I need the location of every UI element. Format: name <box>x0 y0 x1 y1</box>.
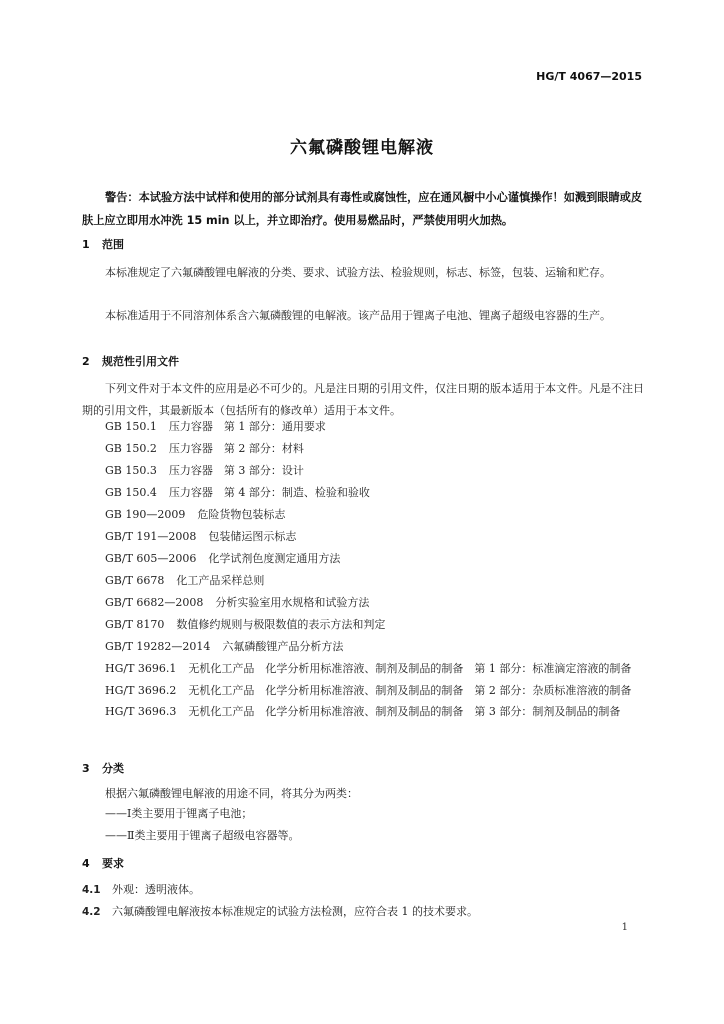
reference-code: GB 190—2009 <box>105 508 186 521</box>
clause-number: 4.2 <box>82 906 101 918</box>
reference-code: GB 150.1 <box>105 420 157 433</box>
reference-code: GB/T 6678 <box>105 574 165 587</box>
section-number: 1 <box>82 238 90 251</box>
reference-code: HG/T 3696.2 <box>105 683 177 697</box>
classification-item: ——Ⅱ类主要用于锂离子超级电容器等。 <box>105 829 300 842</box>
reference-code: GB 150.2 <box>105 442 157 455</box>
reference-code: GB/T 8170 <box>105 618 165 631</box>
section-2-heading <box>82 353 179 369</box>
reference-title: 六氟磷酸锂产品分析方法 <box>222 640 344 653</box>
section-3-heading <box>82 760 124 776</box>
reference-title: 包装储运图示标志 <box>208 530 297 543</box>
standard-code: HG/T 4067—2015 <box>536 70 642 83</box>
clause-text: 外观：透明液体。 <box>112 883 200 896</box>
clause-4-1 <box>82 881 644 897</box>
reference-item <box>82 636 644 658</box>
clause-text: 六氟磷酸锂电解液按本标准规定的试验方法检测，应符合表 1 的技术要求。 <box>112 905 478 918</box>
reference-title: 无机化工产品 化学分析用标准溶液、制剂及制品的制备 第 1 部分：标准滴定溶液的制备 <box>188 662 632 675</box>
section-number: 3 <box>82 762 90 775</box>
reference-title: 分析实验室用水规格和试验方法 <box>215 596 370 609</box>
reference-code: GB/T 6682—2008 <box>105 596 204 609</box>
section-title: 要求 <box>102 857 124 870</box>
reference-item <box>82 526 644 548</box>
section-1-heading <box>82 236 124 252</box>
section-4-heading <box>82 855 124 871</box>
reference-code: GB 150.4 <box>105 486 157 499</box>
clause-number: 4.1 <box>82 884 101 896</box>
reference-item <box>82 482 644 504</box>
section-1-paragraph-2: 本标准适用于不同溶剂体系含六氟磷酸锂的电解液。该产品用于锂离子电池、锂离子超级电容器的生产。 <box>105 309 611 322</box>
reference-item <box>82 658 644 680</box>
reference-item <box>82 416 644 438</box>
reference-code: GB/T 19282—2014 <box>105 640 211 653</box>
reference-item <box>82 548 644 570</box>
classification-item: ——Ⅰ类主要用于锂离子电池； <box>105 807 253 820</box>
reference-title: 压力容器 第 2 部分：材料 <box>168 442 304 455</box>
reference-item <box>82 592 644 614</box>
reference-code: HG/T 3696.3 <box>105 705 177 718</box>
page-number: 1 <box>621 922 628 933</box>
classification-list <box>82 803 644 847</box>
clause-4-2 <box>82 903 644 919</box>
section-1-paragraph-1: 本标准规定了六氟磷酸锂电解液的分类、要求、试验方法、检验规则，标志、标签，包装、运输和贮存。 <box>105 266 611 279</box>
reference-item <box>82 701 644 723</box>
section-title: 分类 <box>102 762 124 775</box>
reference-title: 数值修约规则与极限数值的表示方法和判定 <box>176 618 386 631</box>
warning-paragraph: 警告：本试验方法中试样和使用的部分试剂具有毒性或腐蚀性，应在通风橱中小心谨慎操作！如溅到眼睛或皮肤上应立即用水冲洗 15 min 以上，并立即治疗。使用易燃品时，严禁使用明火加热。 <box>82 191 643 227</box>
section-3-intro: 根据六氟磷酸锂电解液的用途不同，将其分为两类： <box>105 787 358 800</box>
reference-title: 压力容器 第 4 部分：制造、检验和验收 <box>168 486 370 499</box>
reference-item <box>82 504 644 526</box>
reference-title: 危险货物包装标志 <box>197 508 286 521</box>
reference-item <box>82 570 644 592</box>
section-title: 规范性引用文件 <box>102 355 179 368</box>
reference-code: GB 150.3 <box>105 464 157 477</box>
reference-item <box>82 680 644 702</box>
normative-reference-list <box>82 416 644 723</box>
reference-code: GB/T 191—2008 <box>105 530 197 543</box>
reference-item <box>82 460 644 482</box>
section-title: 范围 <box>102 238 124 251</box>
reference-title: 化学试剂色度测定通用方法 <box>208 552 341 565</box>
reference-item <box>82 438 644 460</box>
document-title: 六氟磷酸锂电解液 <box>290 138 434 158</box>
reference-title: 化工产品采样总则 <box>176 574 265 587</box>
reference-title: 压力容器 第 1 部分：通用要求 <box>168 420 326 433</box>
reference-item <box>82 614 644 636</box>
reference-code: GB/T 605—2006 <box>105 552 197 565</box>
reference-title: 压力容器 第 3 部分：设计 <box>168 464 304 477</box>
section-2-intro: 下列文件对于本文件的应用是必不可少的。凡是注日期的引用文件，仅注日期的版本适用于本文件。凡是不注日期的引用文件，其最新版本（包括所有的修改单）适用于本文件。 <box>82 382 644 417</box>
reference-title: 无机化工产品 化学分析用标准溶液、制剂及制品的制备 第 2 部分：杂质标准溶液的制备 <box>188 683 632 697</box>
section-number: 4 <box>82 857 90 870</box>
reference-code: HG/T 3696.1 <box>105 662 177 675</box>
reference-title: 无机化工产品 化学分析用标准溶液、制剂及制品的制备 第 3 部分：制剂及制品的制备 <box>188 705 621 718</box>
section-number: 2 <box>82 355 90 368</box>
